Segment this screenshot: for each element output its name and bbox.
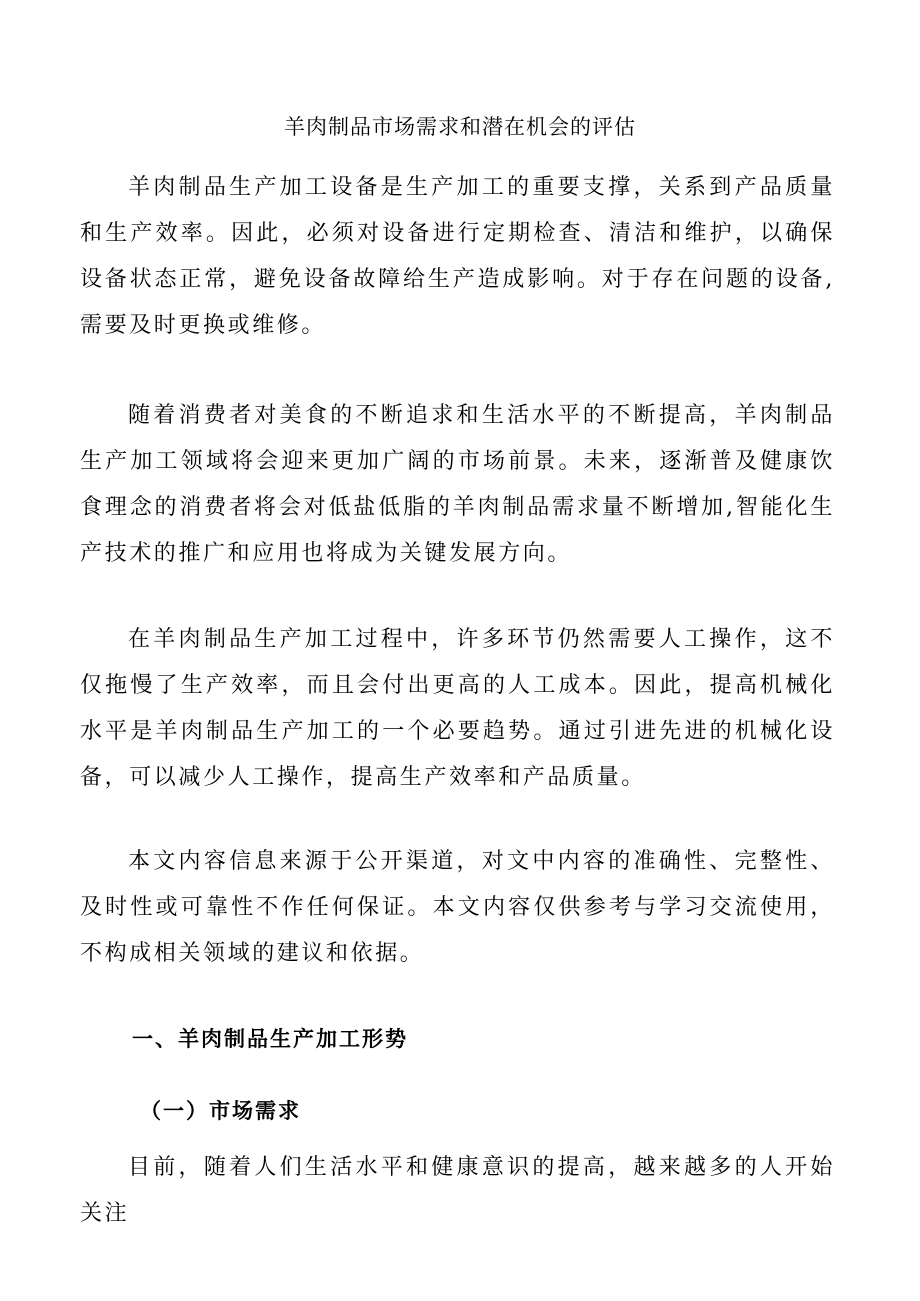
paragraph-equipment: 羊肉制品生产加工设备是生产加工的重要支撑，关系到产品质量和生产效率。因此，必须对设备进行定期检查、清洁和维护，以确保设备状态正常，避免设备故障给生产造成影响。对于存在问题的设备,需要及时更换或维修。: [80, 175, 835, 338]
paragraph-mechanization: 在羊肉制品生产加工过程中，许多环节仍然需要人工操作，这不仅拖慢了生产效率，而且会付出更高的人工成本。因此，提高机械化水平是羊肉制品生产加工的一个必要趋势。通过引进先进的机械化设备，可以减少人工操作，提高生产效率和产品质量。: [80, 627, 835, 790]
subsection-heading: （一）市场需求: [140, 1098, 301, 1123]
document-title: 羊肉制品市场需求和潜在机会的评估: [284, 115, 636, 139]
section-heading: 一、羊肉制品生产加工形势: [132, 1026, 408, 1051]
paragraph-disclaimer: 本文内容信息来源于公开渠道，对文中内容的准确性、完整性、及时性或可靠性不作任何保证。本文内容仅供参考与学习交流使用，不构成相关领域的建议和依据。: [80, 849, 835, 966]
paragraph-market-outlook: 随着消费者对美食的不断追求和生活水平的不断提高，羊肉制品生产加工领域将会迎来更加广阔的市场前景。未来，逐渐普及健康饮食理念的消费者将会对低盐低脂的羊肉制品需求量不断增加,智能化生产技术的推广和应用也将成为关键发展方向。: [80, 403, 835, 566]
paragraph-market-demand: 目前，随着人们生活水平和健康意识的提高，越来越多的人开始关注: [80, 1155, 835, 1226]
